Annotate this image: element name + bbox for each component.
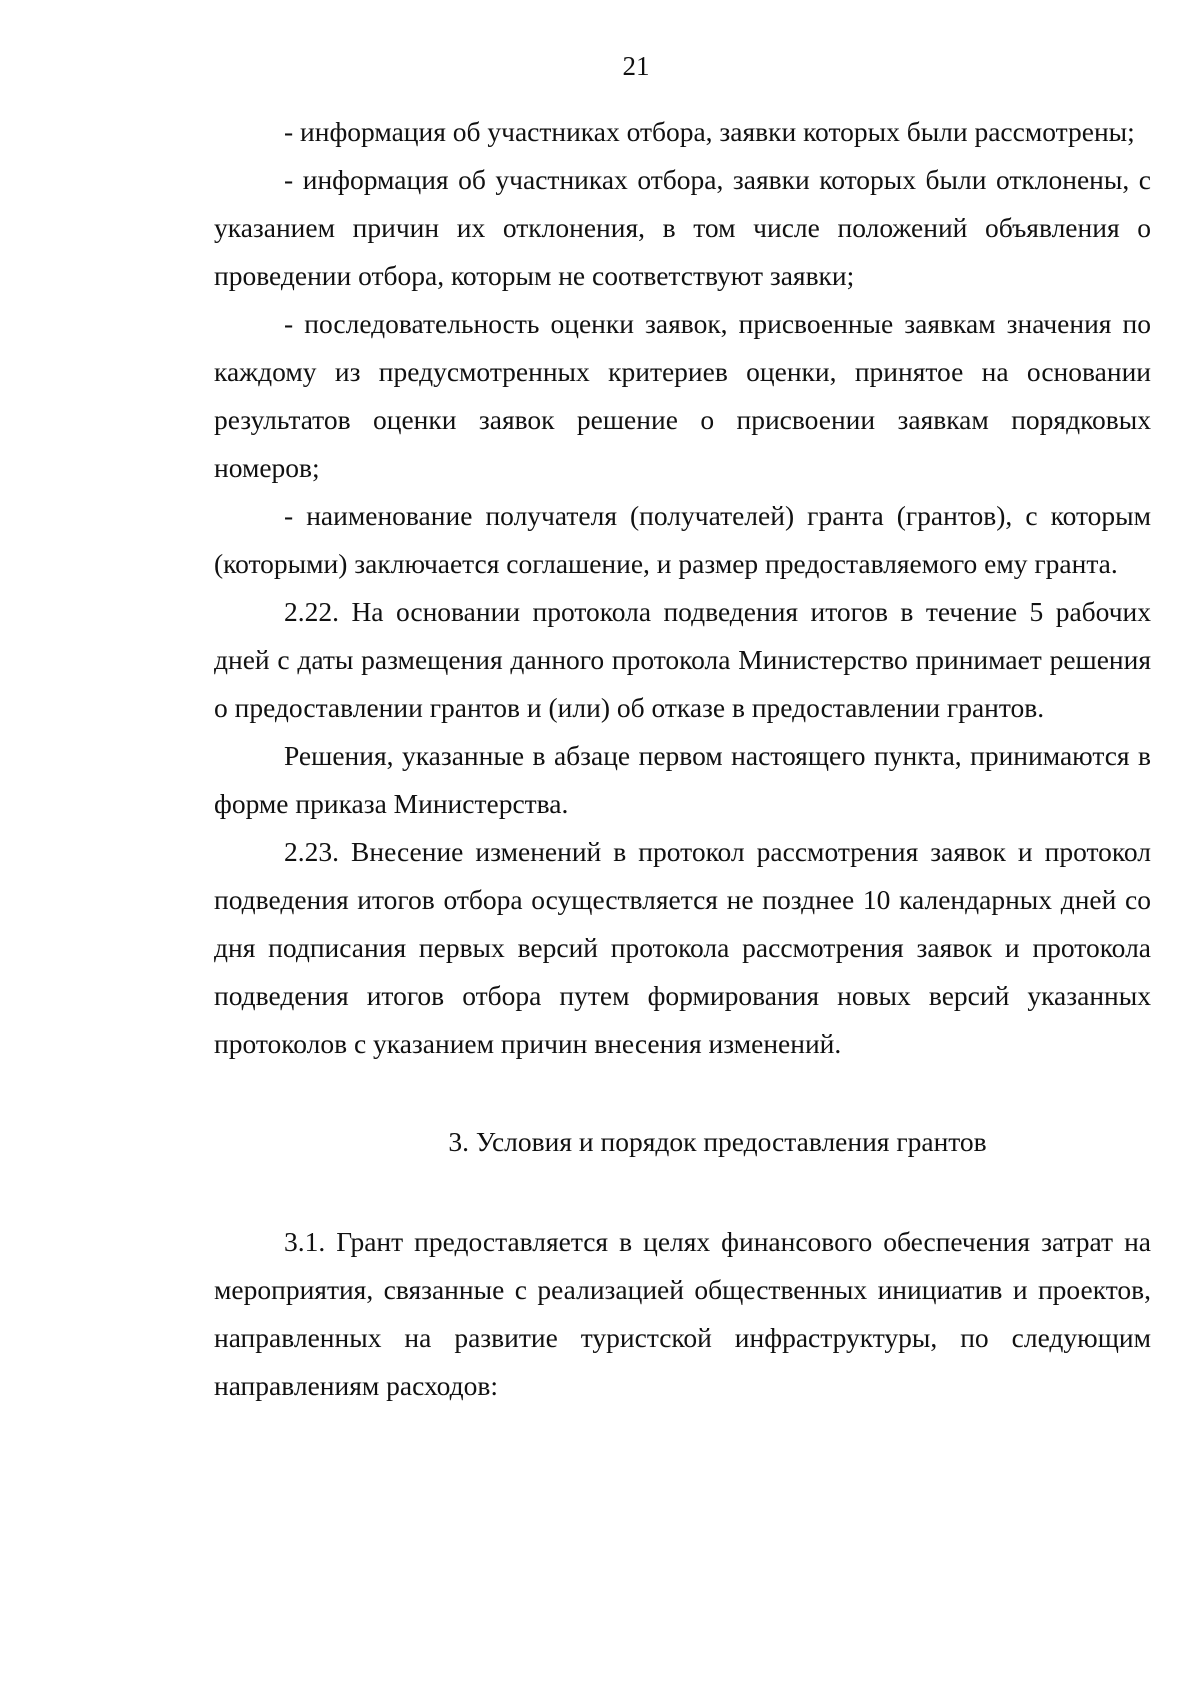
paragraph-evaluation-sequence: - последовательность оценки заявок, присвоенные заявкам значения по каждому из предусмотренных критериев оценки, принятое на основании результатов оценки заявок решение о присвоении заявкам порядковых номеров;: [214, 308, 1151, 483]
paragraph-rejected-participants: - информация об участниках отбора, заявки которых были отклонены, с указанием причин их отклонения, в том числе положений объявления о проведении отбора, которым не соответствуют заявки;: [214, 164, 1151, 291]
paragraph-2-22: 2.22. На основании протокола подведения итогов в течение 5 рабочих дней с даты размещения данного протокола Министерство принимает решения о предоставлении грантов и (или) об отказе в предоставлении грантов.: [214, 596, 1151, 723]
paragraph-3-1: 3.1. Грант предоставляется в целях финансового обеспечения затрат на мероприятия, связанные с реализацией общественных инициатив и проектов, направленных на развитие туристской инфраструктуры, по следующим направлениям расходов:: [214, 1226, 1151, 1401]
document-body: [214, 108, 1151, 1410]
page-number: 21: [622, 51, 650, 81]
paragraph-considered-participants: - информация об участниках отбора, заявки которых были рассмотрены;: [284, 116, 1135, 147]
paragraph-grant-recipient: - наименование получателя (получателей) гранта (грантов), с которым (которыми) заключается соглашение, и размер предоставляемого ему гранта.: [214, 500, 1151, 579]
paragraph-decisions: Решения, указанные в абзаце первом настоящего пункта, принимаются в форме приказа Министерства.: [214, 740, 1151, 819]
section-heading: 3. Условия и порядок предоставления грантов: [448, 1126, 987, 1157]
paragraph-2-23: 2.23. Внесение изменений в протокол рассмотрения заявок и протокол подведения итогов отбора осуществляется не позднее 10 календарных дней со дня подписания первых версий протокола рассмотрения заявок и протокола подведения итогов отбора путем формирования новых версий указанных протоколов с указанием причин внесения изменений.: [214, 836, 1151, 1059]
